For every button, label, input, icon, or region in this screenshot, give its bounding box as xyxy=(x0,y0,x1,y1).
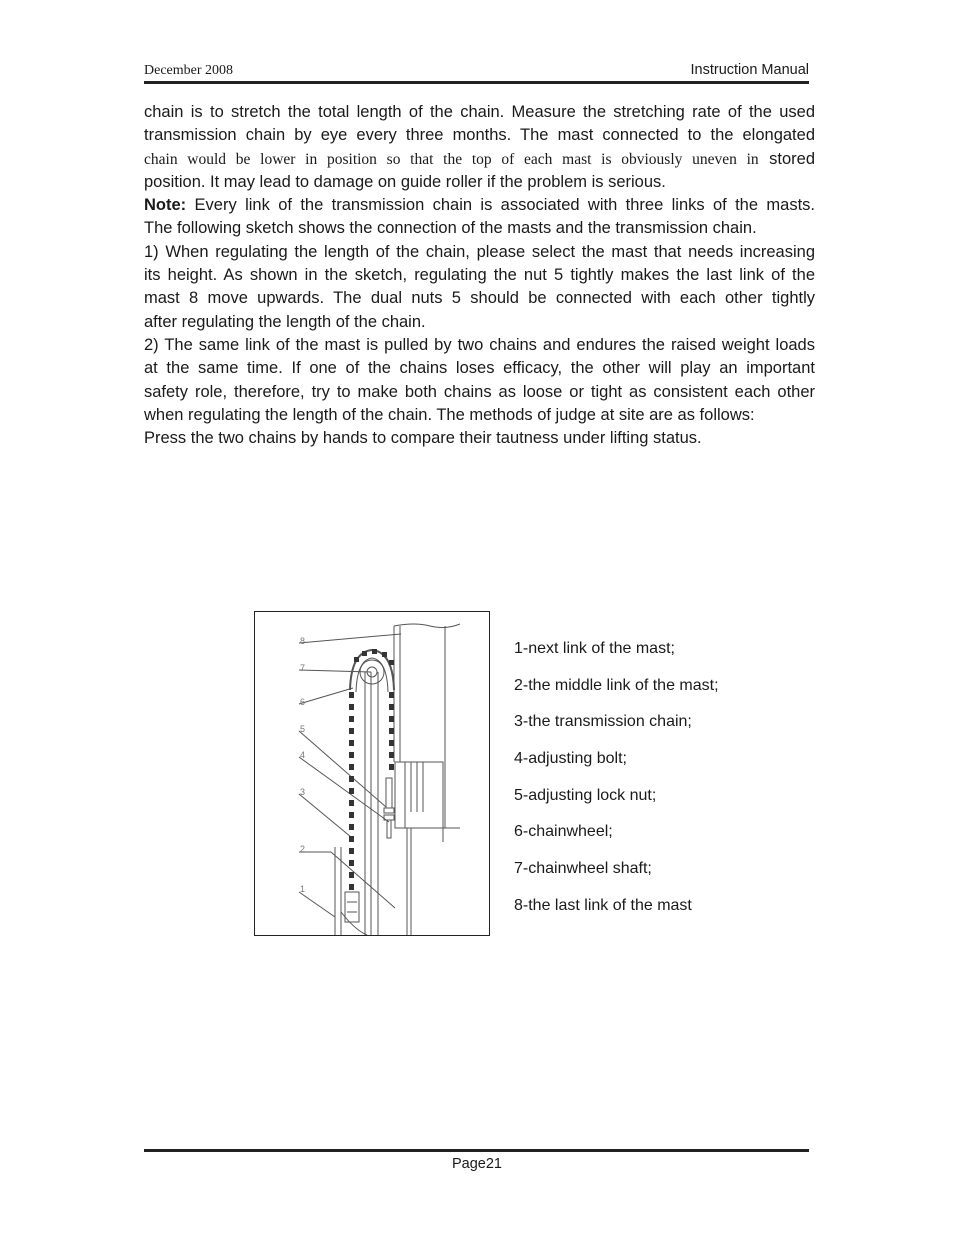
note-label: Note: xyxy=(144,196,187,215)
text-line: safety role, therefore, try to make both chains as loose or tight as consistent each other xyxy=(144,382,815,401)
footer-rule xyxy=(144,1149,809,1152)
text-line: chain is to stretch the total length of the chain. Measure the stretching rate of the used xyxy=(144,103,815,121)
text-line: 1) When regulating the length of the chain, please select the mast that needs increasing xyxy=(144,242,815,261)
legend-item: 8-the last link of the mast xyxy=(514,896,692,914)
header-rule xyxy=(144,81,809,84)
figure-legend xyxy=(514,637,719,931)
text-line: The following sketch shows the connection of the masts and the transmission chain. xyxy=(144,219,757,238)
callout-label: 4 xyxy=(300,750,306,760)
note-line: Note: Every link of the transmission chain is associated with three links of the masts. xyxy=(144,196,815,215)
text-line: when regulating the length of the chain. The methods of judge at site are as follows: xyxy=(144,405,755,424)
legend-item: 7-chainwheel shaft; xyxy=(514,860,652,878)
legend-item: 4-adjusting bolt; xyxy=(514,750,627,768)
legend-item: 2-the middle link of the mast; xyxy=(514,676,719,694)
callout-label: 7 xyxy=(300,663,306,673)
text-line: transmission chain by eye every three months. The mast connected to the elongated xyxy=(144,126,815,145)
callout-label: 5 xyxy=(300,724,306,734)
text-line: mast 8 move upwards. The dual nuts 5 should be connected with each other tightly xyxy=(144,289,815,308)
callout-label: 8 xyxy=(300,636,306,646)
callout-label: 6 xyxy=(300,697,306,707)
chain-sketch xyxy=(255,612,489,935)
text-line: its height. As shown in the sketch, regulating the nut 5 tightly makes the last link of the xyxy=(144,266,815,285)
chain-sketch-figure xyxy=(254,611,490,936)
page-number: Page21 xyxy=(452,1156,502,1172)
callout-label: 1 xyxy=(300,884,306,894)
text-line: 2) The same link of the mast is pulled by two chains and endures the raised weight loads xyxy=(144,335,815,354)
text-line: at the same time. If one of the chains loses efficacy, the other will play an important xyxy=(144,359,815,378)
legend-item: 1-next link of the mast; xyxy=(514,640,675,657)
text-line: position. It may lead to damage on guide roller if the problem is serious. xyxy=(144,172,666,191)
legend-item: 3-the transmission chain; xyxy=(514,713,692,731)
text-line: chain would be lower in position so that the top of each mast is obviously uneven in stored xyxy=(144,149,815,168)
text-line: Press the two chains by hands to compare their tautness under lifting status. xyxy=(144,429,702,448)
legend-item: 6-chainwheel; xyxy=(514,823,613,841)
header-title: Instruction Manual xyxy=(690,62,809,78)
callout-label: 2 xyxy=(300,844,306,854)
callout-label: 3 xyxy=(300,787,306,797)
body-text xyxy=(144,101,815,450)
legend-item: 5-adjusting lock nut; xyxy=(514,786,657,804)
text-line: after regulating the length of the chain. xyxy=(144,312,426,331)
header-date: December 2008 xyxy=(144,63,234,78)
